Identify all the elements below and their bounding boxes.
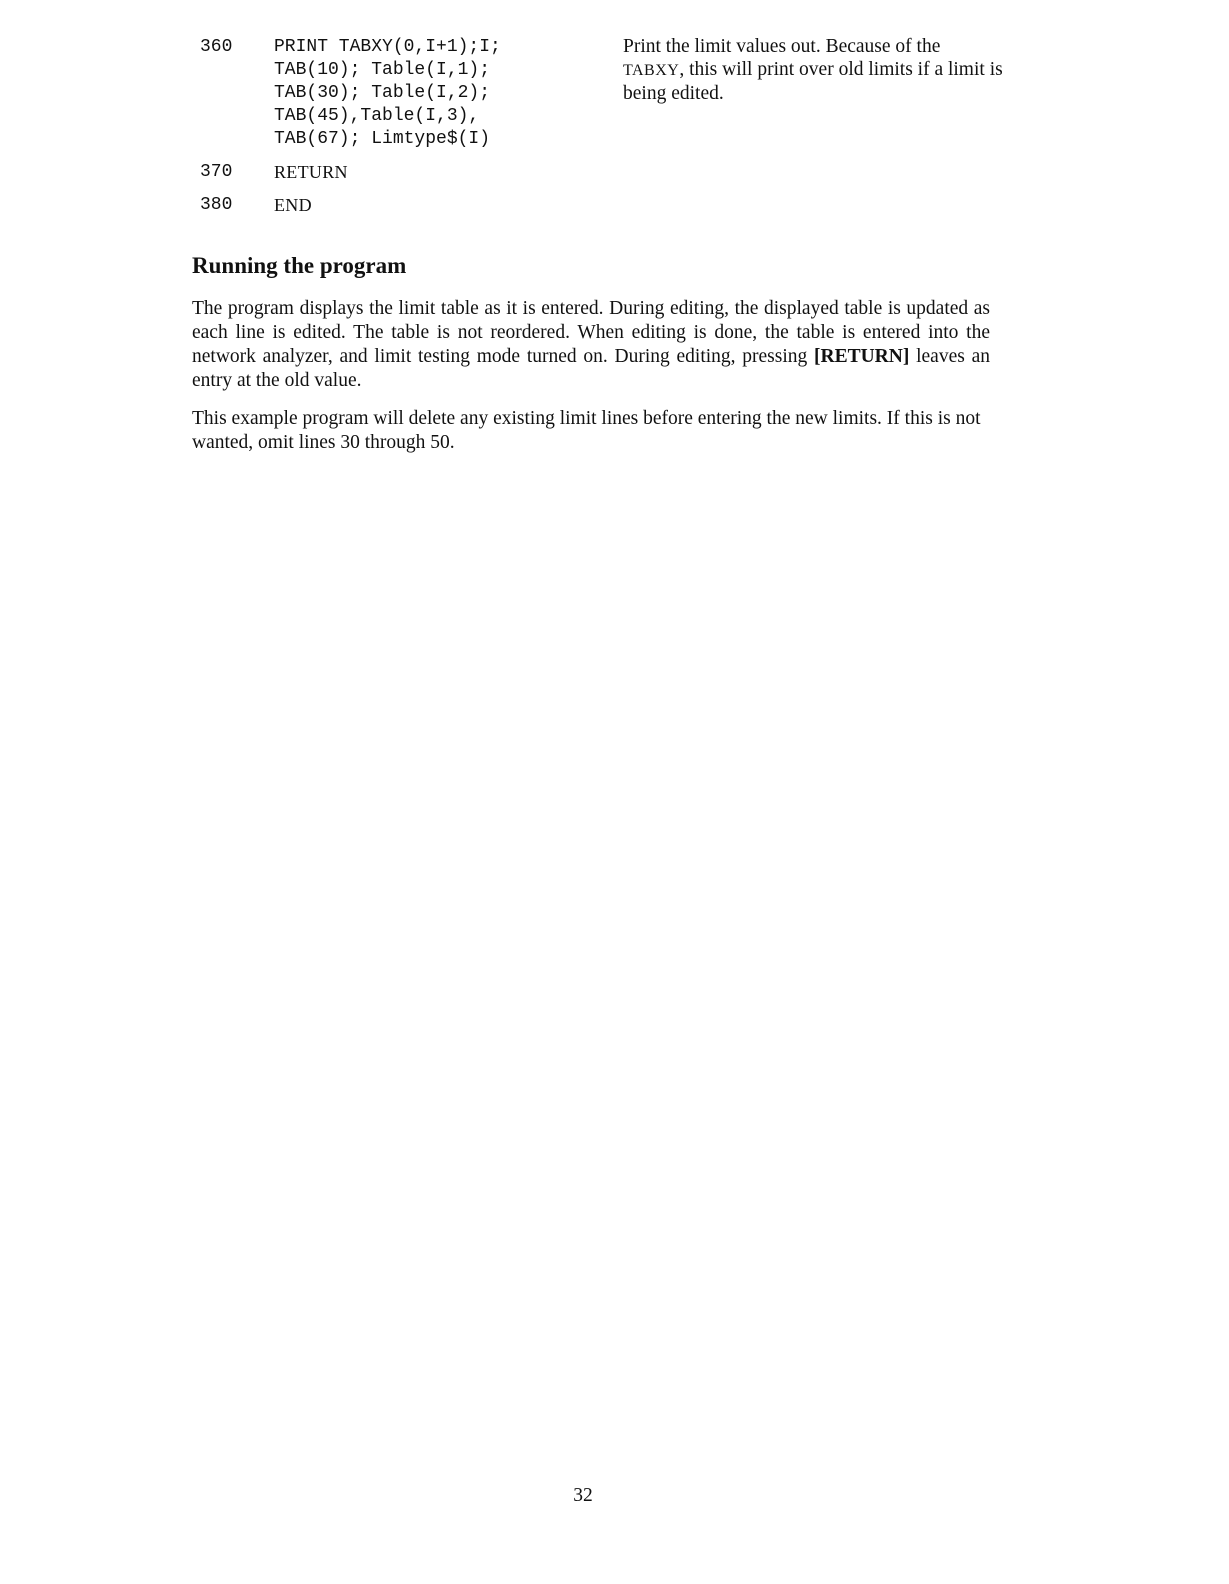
line-number: 380 [200, 195, 233, 215]
code-line-380 [200, 194, 620, 217]
code-listing [200, 36, 620, 217]
code-text: END [274, 195, 312, 215]
code-line-370 [200, 161, 620, 184]
code-statement [274, 36, 501, 151]
code-text: TAB(45),Table(I,3), [274, 106, 480, 126]
code-text: TAB(30); Table(I,2); [274, 83, 491, 103]
code-text: PRINT TABXY(0,I+1);I; [274, 37, 501, 57]
paragraph-text: leaves an entry at the old value. [192, 346, 990, 391]
code-line-360 [200, 36, 620, 151]
line-number: 360 [200, 37, 233, 57]
code-text: RETURN [274, 162, 348, 182]
line-number: 370 [200, 162, 233, 182]
code-statement [274, 161, 348, 184]
code-statement [274, 194, 312, 217]
code-text: TAB(67); Limtype$(I) [274, 129, 491, 149]
body-paragraph [192, 297, 990, 393]
paragraph-text: The program displays the limit table as it is entered. During editing, the displayed table is updated as each line is edited. The table is not reordered. When editing is done, the table is entered into the network analyzer, and limit testing mode turned on. During editing, pressing [192, 298, 990, 367]
comment-text: Print the limit values out. Because of the [623, 36, 941, 57]
key-name: [RETURN] [814, 346, 910, 367]
section-heading: Running the program [192, 253, 407, 278]
page-number: 32 [573, 1485, 593, 1506]
comment-keyword: TABXY [623, 62, 680, 79]
code-text: TAB(10); Table(I,1); [274, 60, 491, 80]
body-paragraph: This example program will delete any existing limit lines before entering the new limits. If this is not wanted, omit lines 30 through 50. [192, 408, 981, 453]
comment-text: , this will print over old limits if a limit is being edited. [623, 59, 1003, 104]
code-comment-360 [623, 35, 1003, 105]
